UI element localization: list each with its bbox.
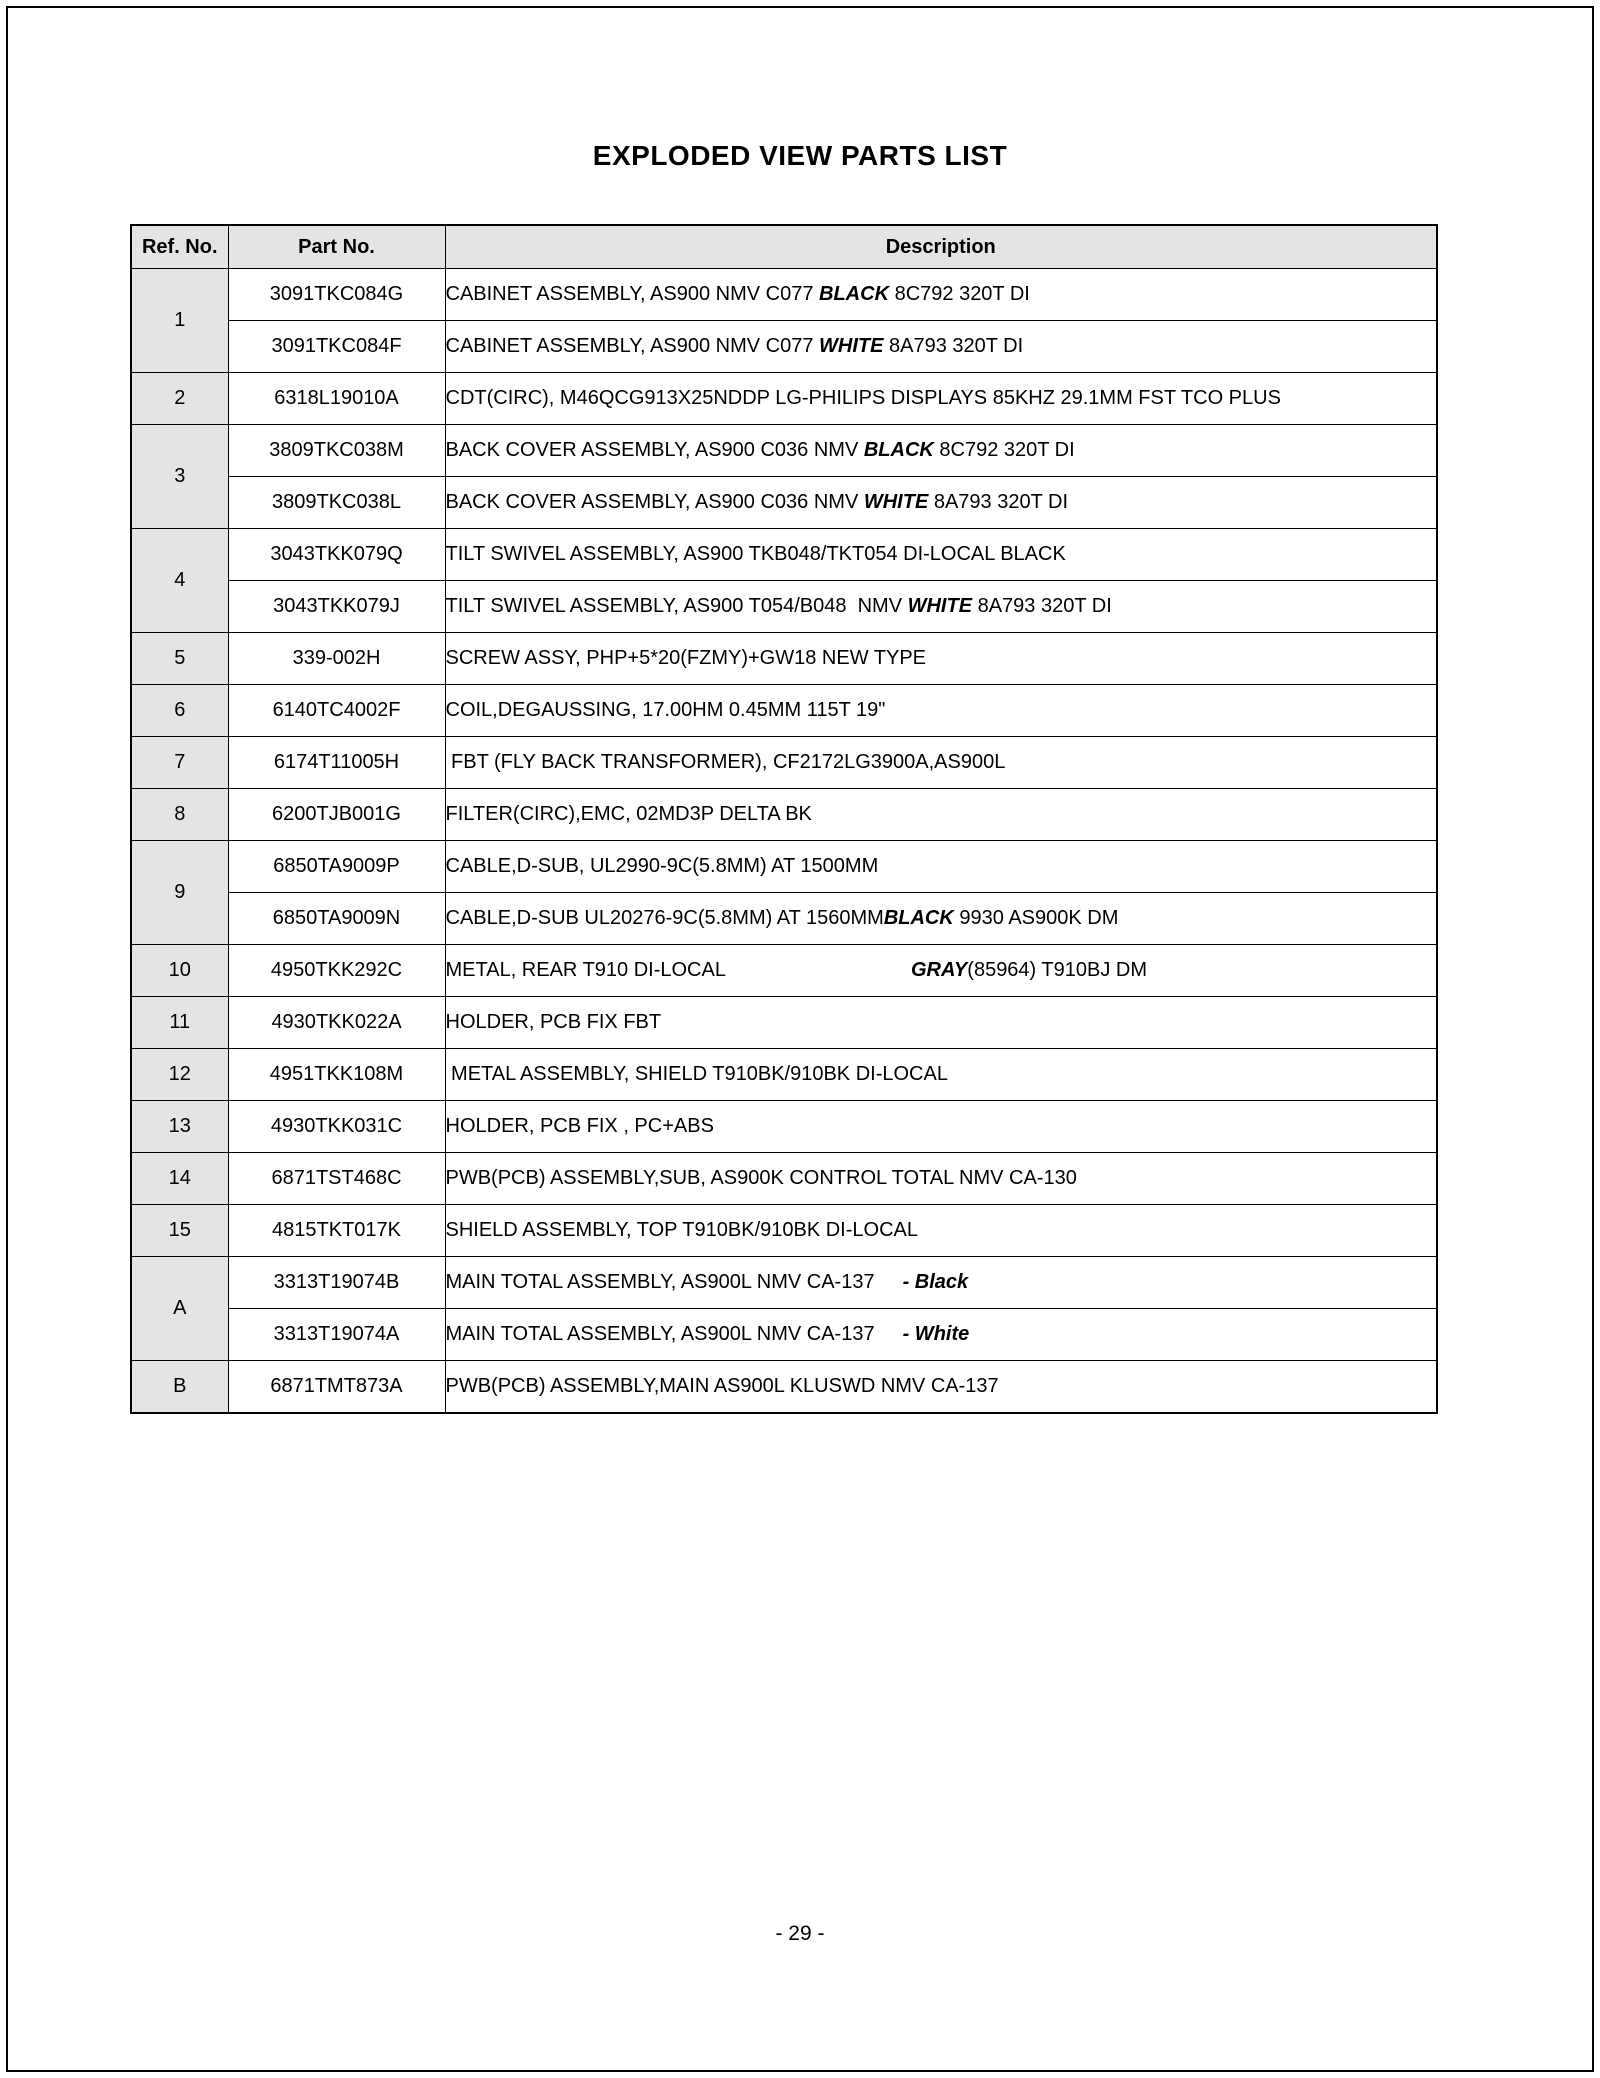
part-no-cell: 3043TKK079Q xyxy=(228,529,445,581)
part-no-cell: 4815TKT017K xyxy=(228,1205,445,1257)
description-text: HOLDER, PCB FIX FBT xyxy=(445,1011,662,1033)
table-row xyxy=(131,1309,1437,1361)
ref-no-cell: 12 xyxy=(131,1049,228,1101)
part-no-cell: 3313T19074B xyxy=(228,1257,445,1309)
description-cell xyxy=(445,1205,1437,1257)
part-no-cell: 4930TKK022A xyxy=(228,997,445,1049)
table-row xyxy=(131,477,1437,529)
part-no-cell: 6140TC4002F xyxy=(228,685,445,737)
ref-no-cell: A xyxy=(131,1257,228,1361)
part-no-cell: 3809TKC038M xyxy=(228,425,445,477)
description-emphasis: GRAY xyxy=(910,959,968,981)
parts-table-header xyxy=(131,225,1437,269)
description-text: 9930 AS900K DM xyxy=(953,907,1119,929)
description-emphasis: BLACK xyxy=(863,439,934,461)
description-text: PWB(PCB) ASSEMBLY,MAIN AS900L KLUSWD NMV CA-137 xyxy=(445,1375,999,1397)
ref-no-cell: B xyxy=(131,1361,228,1414)
description-text: CABLE,D-SUB UL20276-9C(5.8MM) AT 1560MM xyxy=(445,907,884,929)
table-row xyxy=(131,529,1437,581)
table-row xyxy=(131,841,1437,893)
part-no-cell: 6850TA9009N xyxy=(228,893,445,945)
header-row xyxy=(131,225,1437,269)
part-no-cell: 6871TMT873A xyxy=(228,1361,445,1414)
table-row xyxy=(131,893,1437,945)
part-no-cell: 6850TA9009P xyxy=(228,841,445,893)
table-row xyxy=(131,685,1437,737)
table-row xyxy=(131,789,1437,841)
description-cell xyxy=(445,737,1437,789)
description-text: 8A793 320T DI xyxy=(883,335,1024,357)
table-row xyxy=(131,425,1437,477)
description-emphasis: WHITE xyxy=(819,335,884,357)
description-text: SHIELD ASSEMBLY, TOP T910BK/910BK DI-LOCAL xyxy=(445,1219,918,1241)
table-row xyxy=(131,373,1437,425)
description-text: PWB(PCB) ASSEMBLY,SUB, AS900K CONTROL TOTAL NMV CA-130 xyxy=(445,1167,1077,1189)
table-row xyxy=(131,1101,1437,1153)
description-cell xyxy=(445,321,1437,373)
ref-no-cell: 10 xyxy=(131,945,228,997)
description-cell xyxy=(445,425,1437,477)
description-emphasis: WHITE xyxy=(907,595,973,617)
header-description: Description xyxy=(445,225,1437,269)
description-text: 8C792 320T DI xyxy=(889,283,1030,305)
part-no-cell: 6174T11005H xyxy=(228,737,445,789)
description-cell xyxy=(445,685,1437,737)
ref-no-cell: 3 xyxy=(131,425,228,529)
part-no-cell: 4951TKK108M xyxy=(228,1049,445,1101)
description-text: METAL, REAR T910 DI-LOCAL xyxy=(445,959,726,981)
description-cell xyxy=(445,529,1437,581)
table-row xyxy=(131,1257,1437,1309)
part-no-cell: 3313T19074A xyxy=(228,1309,445,1361)
description-cell xyxy=(445,373,1437,425)
description-text: TILT SWIVEL ASSEMBLY, AS900 TKB048/TKT054 DI-LOCAL BLACK xyxy=(445,543,1066,565)
header-ref-no: Ref. No. xyxy=(131,225,228,269)
description-text: HOLDER, PCB FIX , PC+ABS xyxy=(445,1115,714,1137)
description-cell xyxy=(445,269,1437,321)
table-row xyxy=(131,321,1437,373)
part-no-cell: 3809TKC038L xyxy=(228,477,445,529)
description-text: CABLE,D-SUB, UL2990-9C(5.8MM) AT 1500MM xyxy=(445,855,879,877)
table-row xyxy=(131,1049,1437,1101)
ref-no-cell: 14 xyxy=(131,1153,228,1205)
description-text: COIL,DEGAUSSING, 17.00HM 0.45MM 115T 19" xyxy=(445,699,886,721)
page-title: EXPLODED VIEW PARTS LIST xyxy=(592,140,1008,171)
part-no-cell: 3043TKK079J xyxy=(228,581,445,633)
description-cell xyxy=(445,477,1437,529)
description-cell xyxy=(445,581,1437,633)
part-no-cell: 3091TKC084F xyxy=(228,321,445,373)
part-no-cell: 4950TKK292C xyxy=(228,945,445,997)
description-text: FBT (FLY BACK TRANSFORMER), CF2172LG3900A,AS900L xyxy=(445,751,1006,773)
description-text: CABINET ASSEMBLY, AS900 NMV C077 xyxy=(445,283,820,305)
description-emphasis: - White xyxy=(902,1323,970,1345)
description-cell xyxy=(445,997,1437,1049)
ref-no-cell: 8 xyxy=(131,789,228,841)
part-no-cell: 3091TKC084G xyxy=(228,269,445,321)
description-text: TILT SWIVEL ASSEMBLY, AS900 T054/B048 NMV xyxy=(445,595,908,617)
description-cell xyxy=(445,1257,1437,1309)
part-no-cell: 6318L19010A xyxy=(228,373,445,425)
description-text: CABINET ASSEMBLY, AS900 NMV C077 xyxy=(445,335,820,357)
description-emphasis: - Black xyxy=(902,1271,969,1293)
description-emphasis: BLACK xyxy=(883,907,954,929)
description-text: SCREW ASSY, PHP+5*20(FZMY)+GW18 NEW TYPE xyxy=(445,647,927,669)
table-row xyxy=(131,737,1437,789)
ref-no-cell: 4 xyxy=(131,529,228,633)
ref-no-cell: 5 xyxy=(131,633,228,685)
description-cell xyxy=(445,1101,1437,1153)
description-cell xyxy=(445,1309,1437,1361)
ref-no-cell: 11 xyxy=(131,997,228,1049)
header-part-no: Part No. xyxy=(228,225,445,269)
description-cell xyxy=(445,945,1437,997)
description-cell xyxy=(445,841,1437,893)
table-row xyxy=(131,581,1437,633)
table-row xyxy=(131,997,1437,1049)
ref-no-cell: 7 xyxy=(131,737,228,789)
description-emphasis: WHITE xyxy=(863,491,929,513)
description-text: BACK COVER ASSEMBLY, AS900 C036 NMV xyxy=(445,439,864,461)
table-row xyxy=(131,1361,1437,1414)
ref-no-cell: 15 xyxy=(131,1205,228,1257)
ref-no-cell: 13 xyxy=(131,1101,228,1153)
description-text: FILTER(CIRC),EMC, 02MD3P DELTA BK xyxy=(445,803,812,825)
description-emphasis: BLACK xyxy=(819,283,890,305)
parts-table xyxy=(130,224,1438,1414)
table-row xyxy=(131,1153,1437,1205)
description-cell xyxy=(445,789,1437,841)
ref-no-cell: 6 xyxy=(131,685,228,737)
description-text: 8C792 320T DI xyxy=(933,439,1075,461)
description-text: (85964) T910BJ DM xyxy=(967,959,1147,981)
description-text: METAL ASSEMBLY, SHIELD T910BK/910BK DI-LOCAL xyxy=(445,1063,948,1085)
part-no-cell: 339-002H xyxy=(228,633,445,685)
description-text: 8A793 320T DI xyxy=(928,491,1069,513)
table-row xyxy=(131,945,1437,997)
description-cell xyxy=(445,633,1437,685)
description-text: 8A793 320T DI xyxy=(972,595,1112,617)
description-cell xyxy=(445,1153,1437,1205)
description-text: MAIN TOTAL ASSEMBLY, AS900L NMV CA-137 xyxy=(445,1323,875,1345)
ref-no-cell: 2 xyxy=(131,373,228,425)
table-row xyxy=(131,633,1437,685)
description-cell xyxy=(445,1049,1437,1101)
parts-table-body xyxy=(131,269,1437,1414)
ref-no-cell: 1 xyxy=(131,269,228,373)
page-number: - 29 - xyxy=(775,1922,825,1945)
description-text: MAIN TOTAL ASSEMBLY, AS900L NMV CA-137 xyxy=(445,1271,875,1293)
part-no-cell: 6200TJB001G xyxy=(228,789,445,841)
table-row xyxy=(131,1205,1437,1257)
table-row xyxy=(131,269,1437,321)
description-text: CDT(CIRC), M46QCG913X25NDDP LG-PHILIPS DISPLAYS 85KHZ 29.1MM FST TCO PLUS xyxy=(445,387,1281,409)
description-cell xyxy=(445,1361,1437,1414)
ref-no-cell: 9 xyxy=(131,841,228,945)
description-text: BACK COVER ASSEMBLY, AS900 C036 NMV xyxy=(445,491,864,513)
part-no-cell: 6871TST468C xyxy=(228,1153,445,1205)
description-cell xyxy=(445,893,1437,945)
part-no-cell: 4930TKK031C xyxy=(228,1101,445,1153)
